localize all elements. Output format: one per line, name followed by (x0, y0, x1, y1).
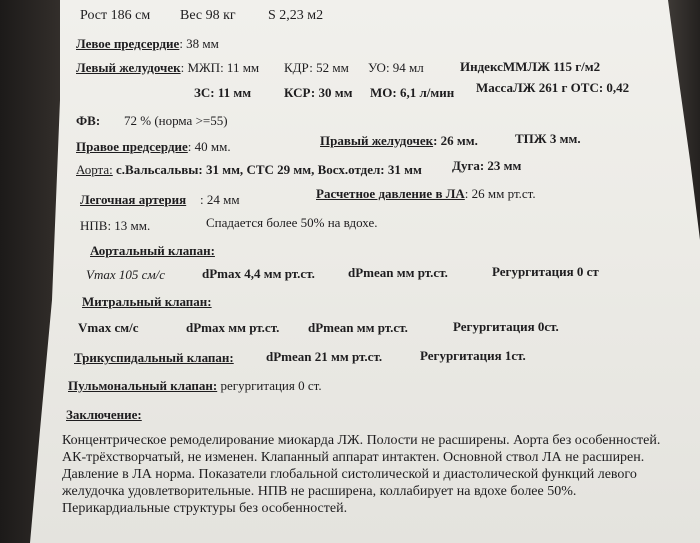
lv-pw: ЗС: 11 мм (194, 85, 252, 100)
lv-edd: КДР: 52 мм (284, 60, 349, 75)
left-ventricle-row-1 (76, 60, 259, 76)
aorta-stj: СТС 29 мм, (246, 162, 315, 177)
weight-text: Вес 98 кг (180, 8, 236, 23)
tricuspid-regurgitation: Регургитация 1ст. (420, 348, 526, 363)
right-ventricle-value: : 26 мм. (433, 133, 478, 148)
left-atrium-row (76, 36, 219, 52)
aortic-vmax: Vmax 105 см/с (86, 267, 166, 282)
right-atrium-value: : 40 мм. (187, 139, 231, 154)
conclusion-text (62, 432, 700, 517)
mitral-valve-title: Митральный клапан: (82, 294, 212, 309)
conclusion-line: желудочка удовлетворительные. НПВ не расширена, коллабирует на вдохе более 50%. (62, 484, 577, 499)
lv-mass-index: ИндексММЛЖ 115 г/м2 (460, 59, 601, 74)
pulmonary-valve-value: регургитация 0 ст. (220, 378, 322, 393)
lv-mass: МассаЛЖ 261 г ОТС: 0,42 (476, 80, 630, 95)
pulmonary-artery-value: : 24 мм (200, 192, 240, 207)
ivc-note: Спадается более 50% на вдохе. (206, 215, 378, 230)
right-ventricle-row (320, 133, 478, 149)
pa-pressure-label: Расчетное давление в ЛА (316, 186, 465, 201)
lv-ivs: : МЖП: 11 мм (180, 60, 260, 75)
aorta-arch: Дуга: 23 мм (452, 158, 522, 173)
aortic-dpmean: dPmean мм рт.ст. (348, 265, 448, 280)
pulmonary-valve-title: Пульмональный клапан: (68, 378, 218, 393)
aorta-label: Аорта: (76, 162, 113, 177)
left-atrium-value: : 38 мм (179, 36, 219, 51)
ivc-value: НПВ: 13 мм. (80, 218, 151, 233)
conclusion-line: Перикардиальные структуры без особенностей. (62, 501, 348, 516)
pa-pressure-value: : 26 мм рт.ст. (464, 186, 536, 201)
aorta-ascending: Восх.отдел: 31 мм (317, 162, 422, 177)
mitral-dpmean: dPmean мм рт.ст. (308, 320, 408, 335)
pulmonary-artery-label: Легочная артерия (80, 192, 187, 207)
aortic-regurgitation: Регургитация 0 ст (492, 264, 599, 279)
pa-pressure-row (316, 186, 536, 202)
conclusion-line: АК-трёхстворчатый, не изменен. Клапанный аппарат интактен. Основной ствол ЛА не расширен. (62, 450, 645, 465)
bsa-text: S 2,23 м2 (268, 8, 324, 23)
conclusion-line: Давление в ЛА норма. Показатели глобальной систолической и диастолической функций левого (62, 467, 637, 482)
pulmonary-valve-row (68, 378, 322, 394)
ef-label: ФВ: (76, 113, 101, 128)
left-atrium-label: Левое предсердие (76, 36, 180, 51)
right-ventricle-label: Правый желудочек (320, 133, 434, 148)
conclusion-line: Концентрическое ремоделирование миокарда ЛЖ. Полости не расширены. Аорта без особенностей. (62, 433, 661, 448)
mitral-dpmax: dPmax мм рт.ст. (186, 320, 280, 335)
aorta-row (76, 162, 422, 178)
right-atrium-row (76, 139, 231, 155)
aorta-sinus: с.Вальсальвы: 31 мм, (116, 162, 244, 177)
lv-co: МО: 6,1 л/мин (370, 85, 455, 100)
tricuspid-dpmean: dPmean 21 мм рт.ст. (266, 349, 383, 364)
mitral-vmax: Vmax см/с (78, 320, 139, 335)
right-atrium-label: Правое предсердие (76, 139, 188, 154)
left-ventricle-label: Левый желудочек (76, 60, 181, 75)
rv-wall-thickness: ТПЖ 3 мм. (515, 131, 581, 146)
aortic-valve-title: Аортальный клапан: (90, 243, 215, 258)
ef-value: 72 % (норма >=55) (124, 113, 228, 128)
conclusion-title: Заключение: (66, 407, 142, 422)
lv-esd: КСР: 30 мм (284, 85, 353, 100)
tricuspid-valve-title: Трикуспидальный клапан: (74, 350, 234, 365)
aortic-dpmax: dPmax 4,4 мм рт.ст. (202, 266, 315, 281)
mitral-regurgitation: Регургитация 0ст. (453, 319, 559, 334)
height-text: Рост 186 см (80, 8, 151, 23)
lv-sv: УО: 94 мл (368, 60, 424, 75)
